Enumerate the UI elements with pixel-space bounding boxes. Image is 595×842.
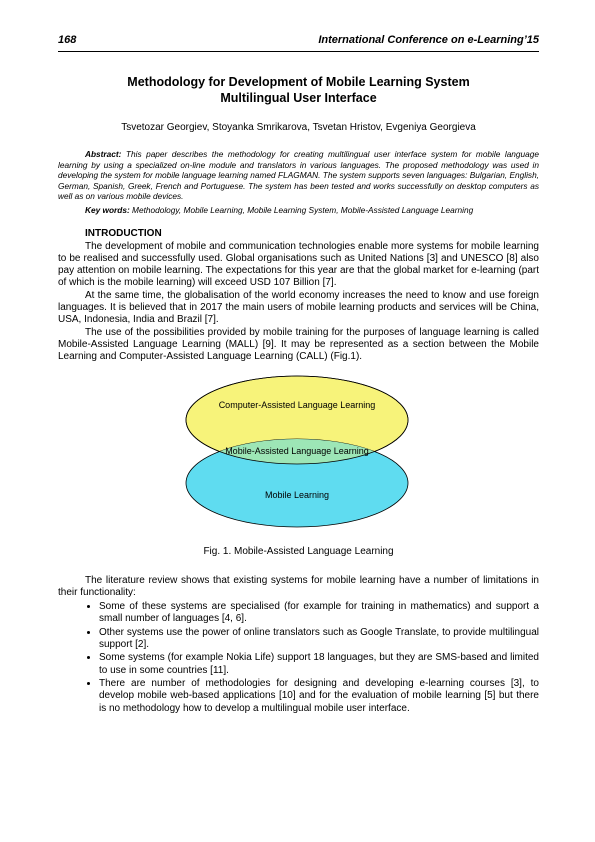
intro-paragraph-2: At the same time, the globalisation of the world economy increases the need to know and use foreign languages. It is believed that in 2017 the main users of mobile learning products and services will be China, USA, Indonesia, India and Brazil [7]. xyxy=(58,289,539,326)
list-item: • Some systems (for example Nokia Life) support 18 languages, but they are SMS-based and limited to use in some countries [11]. xyxy=(99,652,539,677)
title-line-1: Methodology for Development of Mobile Learning System xyxy=(127,75,470,89)
figure-venn-diagram xyxy=(58,373,539,541)
list-item: • Some of these systems are specialised (for example for training in mathematics) and support a small number of languages [4, 6]. xyxy=(99,601,539,626)
paper-title xyxy=(58,74,539,106)
conference-name: International Conference on e-Learning’15 xyxy=(318,34,539,46)
keywords xyxy=(58,205,539,216)
page-number: 168 xyxy=(58,34,77,46)
limitations-list xyxy=(58,601,539,715)
mall-label: Mobile-Assisted Language Learning xyxy=(225,445,369,456)
intro-paragraph-3: The use of the possibilities provided by mobile training for the purposes of language learning is called Mobile-Assisted Language Learning (MALL) [9]. It may be represented as a section between the Mobile Learning and Computer-Assisted Language Learning (CALL) (Fig.1). xyxy=(58,326,539,363)
figure-caption: Fig. 1. Mobile-Assisted Language Learning xyxy=(203,545,394,557)
authors: Tsvetozar Georgiev, Stoyanka Smrikarova, Tsvetan Hristov, Evgeniya Georgieva xyxy=(121,122,476,133)
venn-diagram xyxy=(58,373,539,541)
list-item: • Other systems use the power of online translators such as Google Translate, to provide multilingual support [2]. xyxy=(99,627,539,652)
call-label: Computer-Assisted Language Learning xyxy=(218,399,376,410)
abstract xyxy=(58,149,539,202)
title-line-2: Multilingual User Interface xyxy=(220,91,377,105)
running-header xyxy=(58,34,539,48)
intro-paragraph-1: The development of mobile and communication technologies enable more systems for mobile learning to be realised and successfully used. Global organisations such as United Nations [3] and UNESCO [8] also pay attention on mobile learning. The expectations for this year are that the global market for e-learning (part of which is the mobile learning) will exceed USD 107 Billion [7]. xyxy=(58,240,539,289)
page-body xyxy=(58,74,539,716)
review-intro: The literature review shows that existing systems for mobile learning have a number of limitations in their functionality: xyxy=(58,574,539,598)
list-item: • There are number of methodologies for designing and developing e-learning courses [3], to develop mobile web-based applications [10] and for the evaluation of mobile learning [5] but there is no methodology how to develop a multilingual mobile user interface. xyxy=(99,678,539,715)
mobile-learning-label: Mobile Learning xyxy=(264,489,330,500)
section-heading-introduction: INTRODUCTION xyxy=(85,227,162,239)
abstract-text: This paper describes the methodology for creating multilingual user interface system for mobile language learning by using a specialized on-line module and translators in various languages. The proposed methodology was used in developing the system for mobile language learning named FLAGMAN. The system supports seven languages: Bulgarian, English, German, Spanish, Greek, French and Portuguese. The system has been tested and works successfully on desktop computers as well as on various mobile devices. xyxy=(58,149,539,202)
keywords-text: Methodology, Mobile Learning, Mobile Learning System, Mobile-Assisted Language Learning xyxy=(129,204,474,215)
header-rule xyxy=(58,51,539,52)
keywords-label: Key words: xyxy=(85,204,130,215)
abstract-label: Abstract: xyxy=(85,149,122,159)
